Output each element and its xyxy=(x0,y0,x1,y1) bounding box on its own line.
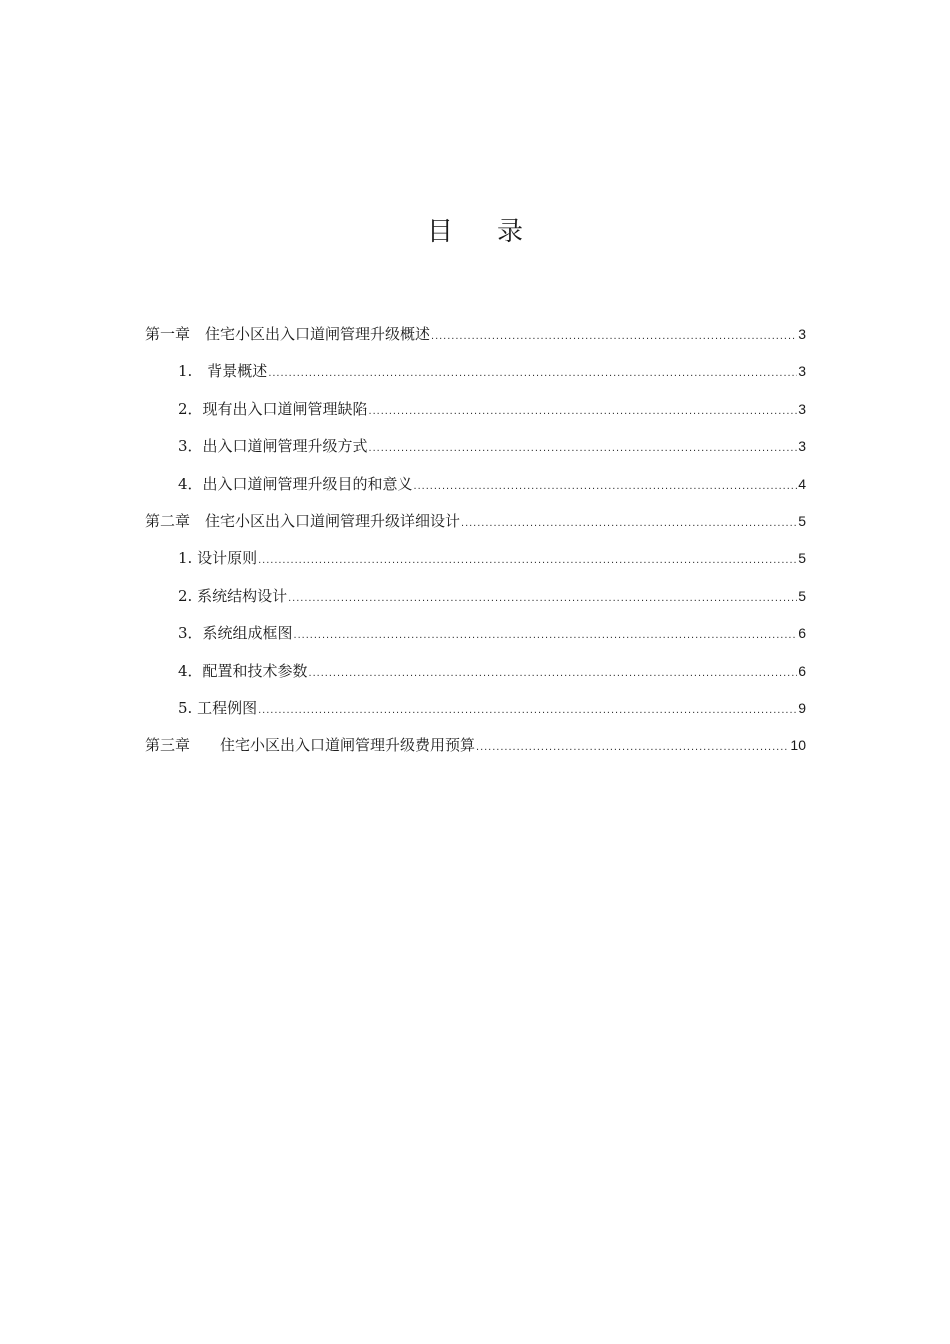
toc-entry-2-3[interactable] xyxy=(145,621,806,658)
toc-entry-label: 2．现有出入口道闸管理缺陷 xyxy=(178,399,368,418)
toc-entry-label: 1. 背景概述 xyxy=(178,362,268,381)
toc-page-number: 6 xyxy=(798,662,806,679)
toc-dot-leader xyxy=(268,361,797,385)
toc-dot-leader xyxy=(414,474,798,498)
toc-page-number: 9 xyxy=(798,699,806,716)
toc-entry-label: 3．系统组成框图 xyxy=(178,624,293,643)
toc-page-number: 3 xyxy=(798,438,806,455)
toc-page-number: 4 xyxy=(798,475,806,492)
toc-dot-leader xyxy=(309,661,798,685)
toc-entry-label: 2. 系统结构设计 xyxy=(178,586,288,605)
toc-dot-leader xyxy=(258,698,797,722)
toc-entry-2-5[interactable] xyxy=(145,696,806,733)
toc-page-number: 3 xyxy=(798,400,806,417)
toc-page-number: 3 xyxy=(798,363,806,380)
toc-page-number: 5 xyxy=(798,587,806,604)
toc-entry-1-2[interactable] xyxy=(145,397,806,434)
toc-entry-label: 第三章 住宅小区出入口道闸管理升级费用预算 xyxy=(145,736,476,755)
toc-entry-chapter-2[interactable] xyxy=(145,509,806,546)
toc-entry-chapter-1[interactable] xyxy=(145,322,806,359)
toc-page-number: 5 xyxy=(798,512,806,529)
toc-page-number: 10 xyxy=(790,737,806,754)
toc-entry-1-1[interactable] xyxy=(145,359,806,396)
toc-page-number: 6 xyxy=(798,625,806,642)
toc-title: 目录 xyxy=(426,217,567,247)
toc-dot-leader xyxy=(294,623,798,647)
toc-page-number: 5 xyxy=(798,550,806,567)
toc-dot-leader xyxy=(369,436,798,460)
toc-entry-chapter-3[interactable] xyxy=(145,733,806,770)
toc-entry-label: 1. 设计原则 xyxy=(178,549,258,568)
toc-entry-2-4[interactable] xyxy=(145,659,806,696)
table-of-contents xyxy=(145,322,806,771)
toc-dot-leader xyxy=(369,399,798,423)
toc-entry-label: 4．出入口道闸管理升级目的和意义 xyxy=(178,474,413,493)
toc-dot-leader xyxy=(476,735,789,759)
toc-entry-label: 第一章 住宅小区出入口道闸管理升级概述 xyxy=(145,325,431,343)
toc-page-number: 3 xyxy=(798,326,806,342)
toc-entry-2-1[interactable] xyxy=(145,546,806,583)
toc-entry-label: 3．出入口道闸管理升级方式 xyxy=(178,437,368,456)
toc-entry-2-2[interactable] xyxy=(145,584,806,621)
toc-entry-label: 第二章 住宅小区出入口道闸管理升级详细设计 xyxy=(145,511,461,530)
toc-entry-label: 4．配置和技术参数 xyxy=(178,661,308,680)
toc-entry-1-4[interactable] xyxy=(145,472,806,509)
toc-dot-leader xyxy=(461,511,797,535)
toc-dot-leader xyxy=(258,548,797,572)
toc-entry-label: 5. 工程例图 xyxy=(178,698,258,717)
toc-dot-leader xyxy=(431,324,797,348)
toc-dot-leader xyxy=(288,586,797,610)
toc-entry-1-3[interactable] xyxy=(145,434,806,471)
